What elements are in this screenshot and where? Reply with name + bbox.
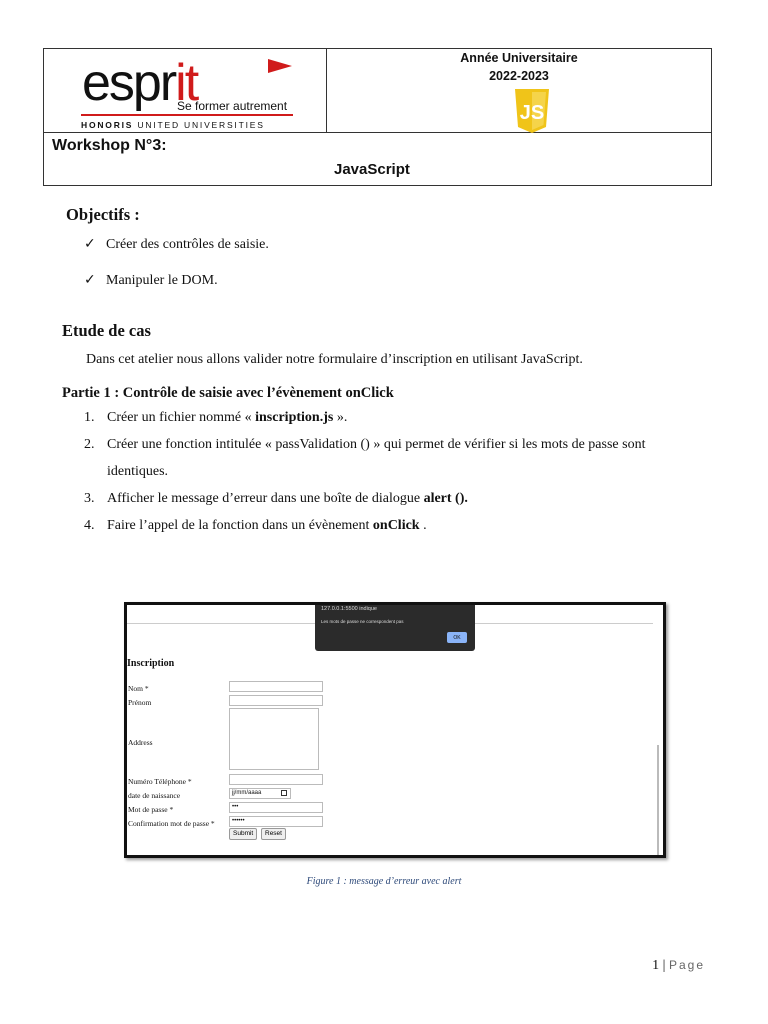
step-number: 1. <box>84 410 95 425</box>
scrollbar <box>657 745 659 855</box>
form-title: Inscription <box>127 658 175 669</box>
date-placeholder: jj/mm/aaaa <box>232 790 262 796</box>
step-bold: onClick <box>372 518 420 533</box>
case-study-heading: Etude de cas <box>62 321 151 340</box>
label-prenom: Prénom <box>128 698 152 707</box>
red-flag-icon <box>268 59 292 73</box>
logo-subtitle-rest: UNITED UNIVERSITIES <box>133 120 265 130</box>
step-text: Créer un fichier nommé « <box>107 410 256 425</box>
objective-item <box>84 236 269 253</box>
step-bold: inscription.js <box>255 410 334 425</box>
javascript-shield-icon <box>513 89 551 133</box>
step-item-continued <box>84 464 168 480</box>
figure-caption: Figure 1 : message d’erreur avec alert <box>306 876 462 887</box>
tel-input[interactable] <box>229 774 323 785</box>
alert-message: Les mots de passe ne correspondent pas <box>321 619 404 624</box>
label-tel: Numéro Téléphone * <box>128 777 192 786</box>
checkmark-icon: ✓ <box>84 272 96 288</box>
step-bold: alert (). <box>423 491 468 506</box>
checkmark-icon: ✓ <box>84 236 96 252</box>
objective-text: Créer des contrôles de saisie. <box>106 237 269 252</box>
objective-item <box>84 272 218 289</box>
step-text: identiques. <box>107 464 169 479</box>
objective-text: Manipuler le DOM. <box>106 273 218 288</box>
step-text: Créer une fonction intitulée « passValidation () » qui permet de vérifier si les mots de passe sont <box>107 437 646 452</box>
page-number-value: 1 <box>652 958 660 973</box>
step-number: 3. <box>84 491 95 506</box>
logo-subtitle <box>81 120 265 130</box>
objectives-heading: Objectifs : <box>66 205 140 224</box>
reset-button[interactable]: Reset <box>261 828 286 840</box>
logo-cell <box>44 49 327 133</box>
step-item <box>84 437 645 453</box>
step-item <box>84 491 468 507</box>
confirm-password-input[interactable]: •••••• <box>229 816 323 827</box>
page-label: Page <box>668 958 705 972</box>
js-badge-text: JS <box>519 102 545 124</box>
alert-origin: 127.0.0.1:5500 indique <box>321 606 377 612</box>
form-screenshot <box>124 602 666 858</box>
prenom-input[interactable] <box>229 695 323 706</box>
step-text-end: ». <box>333 410 348 425</box>
step-text-end: . <box>419 518 427 533</box>
step-item <box>84 518 427 534</box>
logo-tagline: Se former autrement <box>177 99 288 113</box>
logo-subtitle-bold: HONORIS <box>81 120 134 130</box>
logo-word-black: espr <box>82 54 176 112</box>
alert-ok-button[interactable]: OK <box>447 632 467 643</box>
page-separator: | <box>659 958 669 973</box>
step-number: 2. <box>84 437 95 452</box>
workshop-title: Workshop N°3: <box>52 137 167 154</box>
step-text: Faire l’appel de la fonction dans un évènement <box>107 518 373 533</box>
year-label: Année Universitaire <box>460 51 578 65</box>
case-study-intro: Dans cet atelier nous allons valider notre formulaire d’inscription en utilisant JavaScript. <box>86 352 583 367</box>
header-table <box>43 48 712 186</box>
label-nom: Nom * <box>128 684 149 693</box>
step-item <box>84 410 347 426</box>
step-number: 4. <box>84 518 95 533</box>
workshop-subject: JavaScript <box>334 161 410 178</box>
label-date: date de naissance <box>128 791 181 800</box>
page-number <box>652 958 705 974</box>
date-input[interactable] <box>229 788 291 799</box>
nom-input[interactable] <box>229 681 323 692</box>
logo-word-red: it <box>175 54 198 112</box>
address-textarea[interactable] <box>229 708 319 770</box>
workshop-row <box>44 133 711 185</box>
year-value: 2022-2023 <box>489 69 549 83</box>
year-cell <box>327 49 711 133</box>
part1-heading: Partie 1 : Contrôle de saisie avec l’évènement onClick <box>62 385 394 401</box>
calendar-icon[interactable] <box>281 790 287 796</box>
label-pass: Mot de passe * <box>128 805 174 814</box>
label-address: Address <box>128 738 153 747</box>
alert-dialog <box>315 603 475 651</box>
password-input[interactable]: ••• <box>229 802 323 813</box>
step-text: Afficher le message d’erreur dans une boîte de dialogue <box>107 491 424 506</box>
submit-button[interactable]: Submit <box>229 828 257 840</box>
logo-divider <box>81 114 293 116</box>
label-confirm: Confirmation mot de passe * <box>128 819 215 828</box>
